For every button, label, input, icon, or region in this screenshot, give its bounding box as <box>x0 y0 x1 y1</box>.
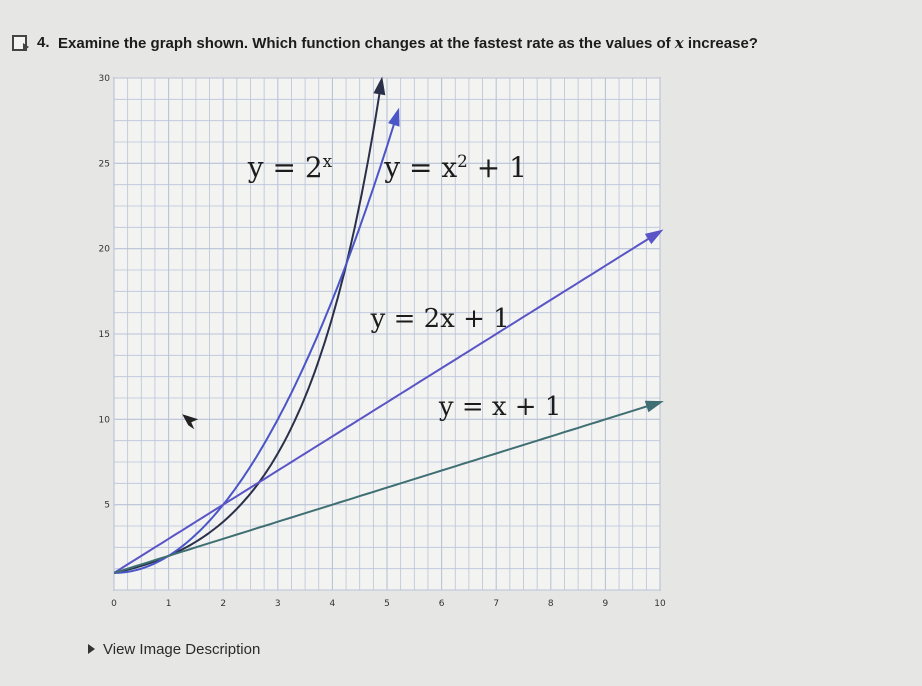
function-graph <box>82 66 672 636</box>
expand-triangle-icon <box>88 644 95 654</box>
x-tick-label: 2 <box>220 599 227 609</box>
question-header <box>0 0 922 64</box>
x-tick-label: 5 <box>384 599 390 609</box>
x-tick-label: 9 <box>602 599 609 609</box>
x-tick-label: 1 <box>165 599 172 609</box>
label-exponential: $y = 2^x$ <box>247 150 333 184</box>
y-tick-label: 5 <box>104 500 110 511</box>
question-text-start: Examine the graph shown. Which function changes at the fastest rate as the values of <box>58 35 675 52</box>
x-tick-label: 3 <box>274 599 281 609</box>
x-tick-label: 7 <box>493 599 500 609</box>
x-tick-label: 4 <box>329 599 336 609</box>
y-tick-label: 10 <box>98 415 110 426</box>
view-image-description-button[interactable] <box>88 638 260 660</box>
view-image-description-label: View Image Description <box>103 640 261 658</box>
y-tick-label: 15 <box>98 330 110 340</box>
x-tick-label: 0 <box>111 599 117 609</box>
flag-icon[interactable] <box>12 35 27 51</box>
x-tick-label: 6 <box>438 599 445 609</box>
label-quadratic: $y = x^2 + 1$ <box>384 150 527 184</box>
label-2x-plus-1: y = 2x + 1 <box>370 304 510 335</box>
question-number: 4. <box>37 34 50 51</box>
graph-image <box>82 66 672 636</box>
question-text <box>58 34 758 52</box>
question-text-end: increase? <box>683 35 758 52</box>
y-tick-label: 30 <box>98 74 110 84</box>
y-tick-label: 25 <box>98 159 110 170</box>
y-tick-label: 20 <box>98 244 110 255</box>
x-tick-label: 8 <box>547 599 554 609</box>
label-x-plus-1: y = x + 1 <box>438 392 562 423</box>
question-variable: x <box>674 34 684 52</box>
x-tick-label: 10 <box>654 599 666 609</box>
